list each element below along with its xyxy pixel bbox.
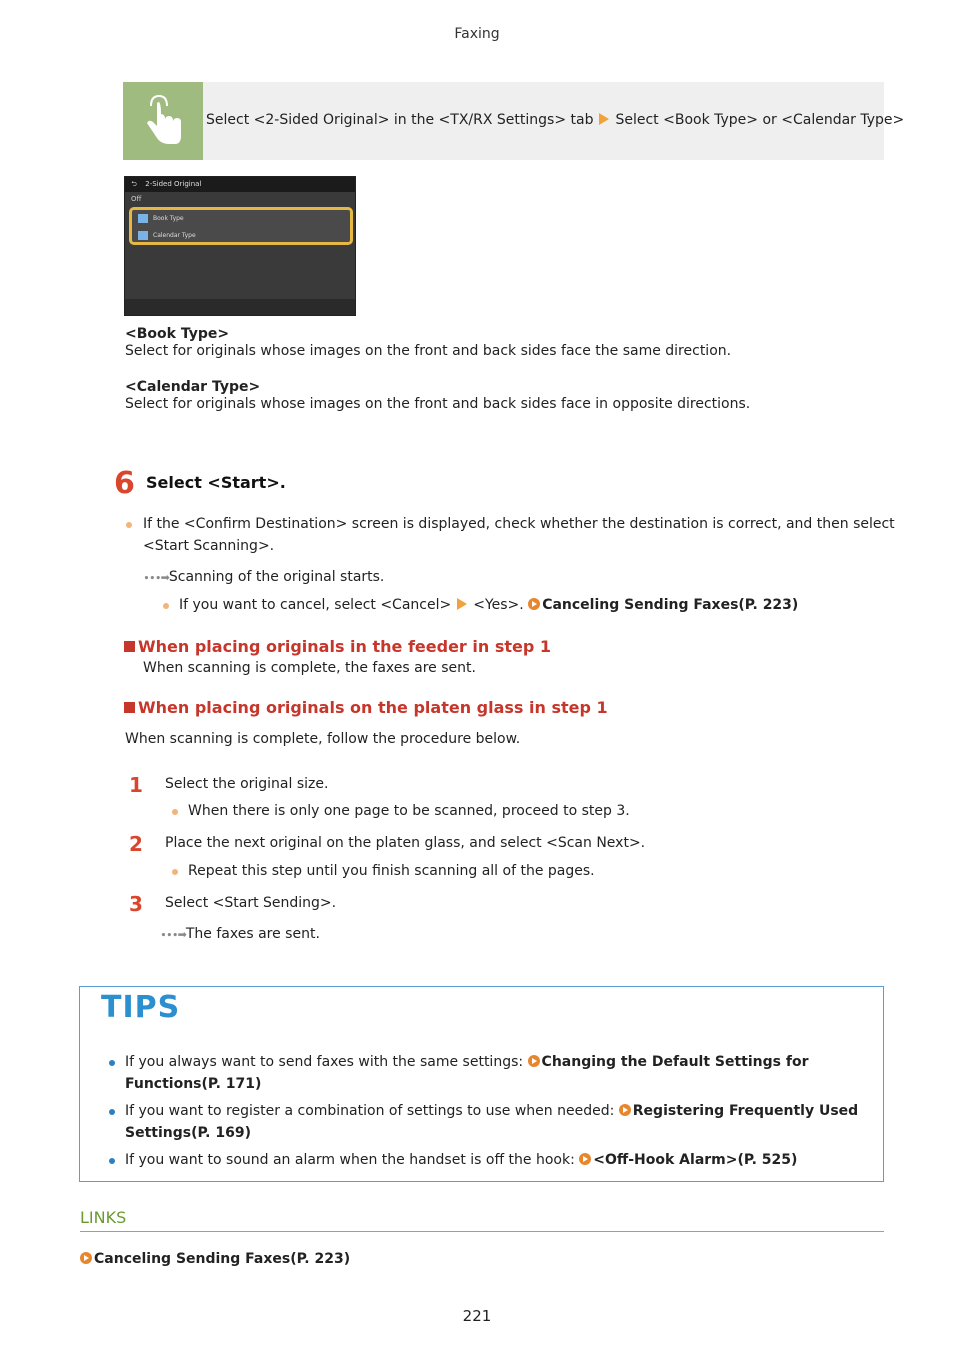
step6-bullet-line1: If the <Confirm Destination> screen is displayed, check whether the destination is correct, and then select	[143, 516, 895, 532]
substep-text-3: Select <Start Sending>.	[165, 895, 337, 911]
feeder-heading: When placing originals in the feeder in step 1	[124, 637, 551, 656]
page-header: Faxing	[454, 26, 500, 42]
links-item-canceling[interactable]: Canceling Sending Faxes(P. 223)	[80, 1251, 350, 1267]
back-icon: ⮌	[131, 180, 137, 188]
bullet-icon	[172, 809, 178, 815]
step6-cancel: If you want to cancel, select <Cancel> <Yes>. Canceling Sending Faxes(P. 223)	[179, 597, 799, 613]
next-arrow-icon	[599, 113, 609, 125]
substep-text-2: Place the next original on the platen glass, and select <Scan Next>.	[165, 835, 646, 851]
result-arrow-icon: ∙∙∙➡	[160, 928, 186, 941]
links-title: LINKS	[80, 1208, 127, 1227]
feeder-text: When scanning is complete, the faxes are sent.	[143, 660, 476, 676]
section-square-icon	[124, 641, 135, 652]
book-type-icon	[138, 214, 148, 223]
touch-instruction-text	[206, 112, 904, 128]
device-screen-image	[124, 176, 356, 316]
substep-result-3: ∙∙∙➡The faxes are sent.	[160, 926, 320, 942]
screen-option-book: Book Type	[138, 212, 184, 226]
changing-default-settings-link[interactable]: Changing the Default Settings for	[528, 1054, 809, 1070]
bullet-icon	[163, 603, 169, 609]
platen-intro: When scanning is complete, follow the procedure below.	[125, 731, 521, 747]
platen-heading: When placing originals on the platen glass in step 1	[124, 698, 608, 717]
touch-instruction-bar	[123, 82, 905, 160]
tip-item-3: If you want to sound an alarm when the handset is off the hook: <Off-Hook Alarm>(P. 525)	[125, 1152, 798, 1168]
links-divider	[80, 1231, 884, 1232]
touch-hand-icon	[123, 82, 203, 160]
screen-selection-box	[129, 207, 353, 245]
screen-title: 2-Sided Original	[145, 180, 202, 188]
registering-frequently-used-link[interactable]: Registering Frequently Used	[619, 1103, 858, 1119]
bullet-icon	[109, 1109, 115, 1115]
substep-number-2: 2	[129, 832, 143, 856]
screen-bottom-bar	[125, 299, 356, 316]
step-title: Select <Start>.	[146, 473, 286, 492]
section-square-icon	[124, 702, 135, 713]
definition-term-calendar: <Calendar Type>	[125, 379, 261, 395]
substep-text-1: Select the original size.	[165, 776, 329, 792]
step6-bullet-line2: <Start Scanning>.	[143, 538, 275, 554]
substep-bullet-1: When there is only one page to be scanned, proceed to step 3.	[188, 803, 630, 819]
canceling-sending-faxes-link[interactable]: Canceling Sending Faxes(P. 223)	[528, 597, 798, 613]
definition-desc-book: Select for originals whose images on the front and back sides face the same direction.	[125, 343, 732, 359]
off-hook-alarm-link[interactable]: <Off-Hook Alarm>(P. 525)	[579, 1152, 797, 1168]
touch-instruction-part2: Select <Book Type> or <Calendar Type>	[615, 112, 905, 128]
substep-number-3: 3	[129, 892, 143, 916]
bullet-icon	[109, 1060, 115, 1066]
result-arrow-icon: ∙∙∙➡	[143, 571, 169, 584]
definition-term-book: <Book Type>	[125, 326, 230, 342]
bullet-icon	[126, 522, 132, 528]
next-arrow-icon	[457, 598, 467, 610]
tip-item-1-line1: If you always want to send faxes with the same settings: Changing the Default Settings for	[125, 1054, 809, 1070]
tip-item-2-line1: If you want to register a combination of settings to use when needed: Registering Frequently Used	[125, 1103, 859, 1119]
link-arrow-icon	[528, 1055, 540, 1067]
definition-desc-calendar: Select for originals whose images on the front and back sides face in opposite directions.	[125, 396, 751, 412]
bullet-icon	[172, 869, 178, 875]
tips-title: TIPS	[101, 990, 181, 1025]
tip-item-1-line2[interactable]: Functions(P. 171)	[125, 1076, 262, 1092]
touch-instruction-part1: Select <2-Sided Original> in the <TX/RX Settings> tab	[206, 112, 594, 128]
bullet-icon	[109, 1158, 115, 1164]
substep-number-1: 1	[129, 773, 143, 797]
page-number: 221	[462, 1307, 492, 1325]
link-arrow-icon	[619, 1104, 631, 1116]
tip-item-2-line2[interactable]: Settings(P. 169)	[125, 1125, 251, 1141]
screen-option-off: Off	[131, 195, 142, 203]
screen-option-calendar: Calendar Type	[138, 229, 196, 243]
step-number: 6	[114, 466, 135, 501]
screen-title-bar	[125, 177, 356, 192]
link-arrow-icon	[80, 1252, 92, 1264]
step6-result: ∙∙∙➡Scanning of the original starts.	[143, 569, 385, 585]
link-arrow-icon	[528, 598, 540, 610]
link-arrow-icon	[579, 1153, 591, 1165]
calendar-type-icon	[138, 231, 148, 240]
substep-bullet-2: Repeat this step until you finish scanning all of the pages.	[188, 863, 595, 879]
